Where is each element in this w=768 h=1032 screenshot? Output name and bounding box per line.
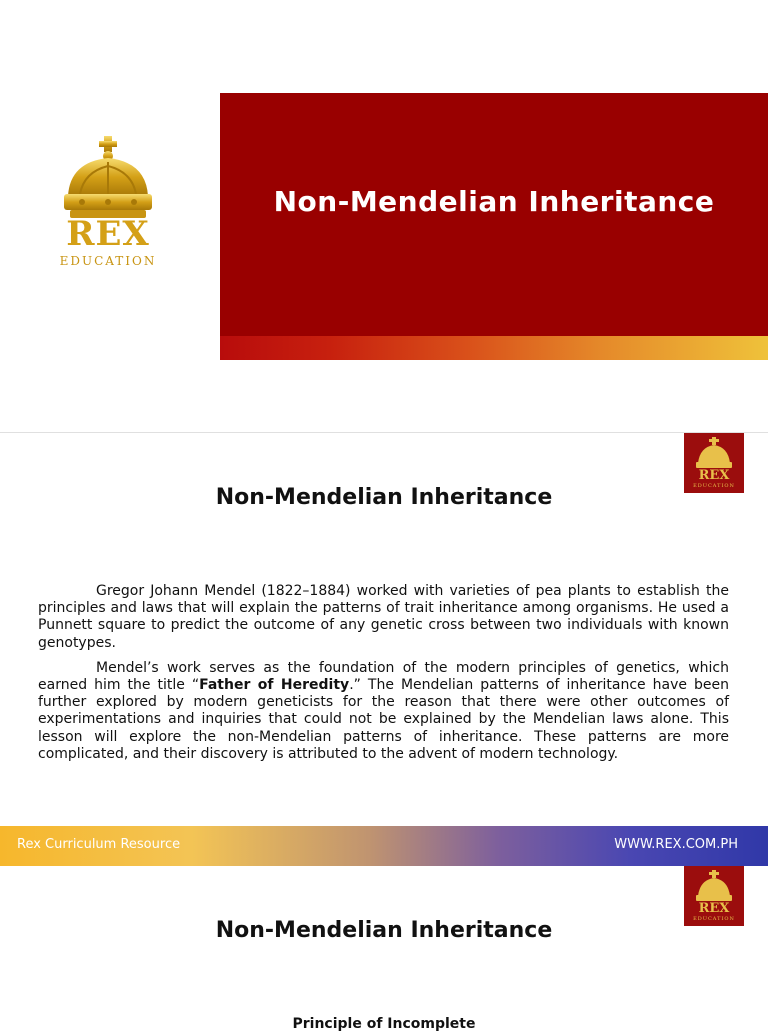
svg-text:EDUCATION: EDUCATION bbox=[693, 483, 735, 489]
cover-title-panel bbox=[220, 93, 768, 336]
body-text bbox=[38, 583, 729, 771]
slide-title: Non-Mendelian Inheritance bbox=[215, 485, 553, 510]
section-heading: Principle of Incomplete bbox=[292, 1016, 476, 1032]
logo-tagline: EDUCATION bbox=[59, 254, 157, 268]
cover-title: Non-Mendelian Inheritance bbox=[273, 185, 715, 218]
rex-education-logo bbox=[48, 132, 168, 272]
svg-text:REX: REX bbox=[698, 901, 730, 916]
logo-wordmark: REX bbox=[66, 214, 150, 254]
footer-website-link[interactable]: WWW.REX.COM.PH bbox=[614, 837, 738, 852]
footer-bar bbox=[0, 826, 768, 866]
mini-rex-logo bbox=[684, 866, 744, 926]
content-slide-2 bbox=[0, 866, 768, 1032]
mini-rex-logo bbox=[684, 433, 744, 493]
footer-brand: Rex Curriculum Resource bbox=[17, 837, 181, 852]
paragraph-2-pre: Mendel’s work serves as the foundation of the modern principles of genetics, which earned him the title “ bbox=[38, 659, 729, 694]
cover-slide bbox=[0, 0, 768, 432]
svg-text:REX: REX bbox=[698, 468, 730, 483]
crown-icon bbox=[684, 433, 744, 493]
paragraph-1: Gregor Johann Mendel (1822–1884) worked with varieties of pea plants to establish the principles and laws that will explain the patterns of trait inheritance among organisms. He used a Punnett square to predict the outcome of any genetic cross between two individuals with known genotypes. bbox=[38, 583, 729, 651]
crown-icon bbox=[684, 866, 744, 926]
emphasis-father-of-heredity: Father of Heredity bbox=[199, 677, 350, 694]
slide-title: Non-Mendelian Inheritance bbox=[215, 918, 553, 943]
content-slide-1 bbox=[0, 433, 768, 866]
cover-gradient-bar bbox=[220, 336, 768, 360]
paragraph-2-post: .” The Mendelian patterns of inheritance have been further explored by modern geneticists for the reason that there were other outcomes of experimentations and inquiries that could not be explained by the Mendelian laws alone. This lesson will explore the non-Mendelian patterns of inheritance. These patterns are more complicated, and their discovery is attributed to the advent of modern technology. bbox=[38, 677, 729, 762]
paragraph-2 bbox=[38, 660, 729, 763]
svg-text:EDUCATION: EDUCATION bbox=[693, 916, 735, 922]
